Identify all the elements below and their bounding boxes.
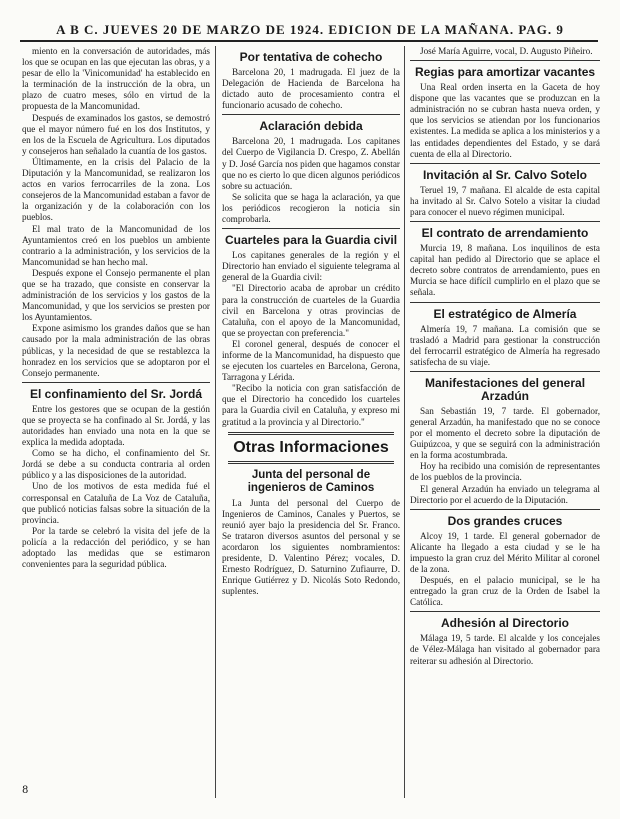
section-divider bbox=[222, 228, 400, 229]
heading-cuarteles: Cuarteles para la Guardia civil bbox=[224, 233, 398, 248]
paragraph: El mal trato de la Mancomunidad de los Ayuntamientos creó en los pueblos un ambiente contrario a la administración, y los servicios de la Mancomunidad se han hecho mal. bbox=[22, 223, 210, 267]
paragraph: Últimamente, en la crisis del Palacio de la Diputación y la Mancomunidad, se realizaron los actos en varios ferrocarriles de la zona. Los consejeros de la Mancomunidad estaban a favor de la organización y de la colaboración con los pueblos. bbox=[22, 156, 210, 223]
paragraph: El general Arzadún ha enviado un telegrama al Directorio por el acuerdo de la Diputación. bbox=[410, 483, 600, 505]
paragraph: El coronel general, después de conocer el informe de la Mancomunidad, ha dispuesto que se ejecuten los cuarteles en Barcelona, Gerona, Tarragona y Lérida. bbox=[222, 338, 400, 383]
heading-arzadun: Manifestaciones del general Arzadún bbox=[424, 375, 586, 403]
heading-junta: Junta del personal de ingenieros de Caminos bbox=[247, 468, 375, 494]
heading-contrato: El contrato de arrendamiento bbox=[421, 226, 589, 241]
section-divider bbox=[410, 302, 600, 303]
heading-cohecho: Por tentativa de cohecho bbox=[239, 50, 383, 64]
paragraph: Teruel 19, 7 mañana. El alcalde de esta capital ha invitado al Sr. Calvo Sotelo a visitar la ciudad para conocer el nuevo régimen municipal. bbox=[410, 184, 600, 217]
section-divider bbox=[410, 509, 600, 510]
paragraph: Entre los gestores que se ocupan de la gestión que se proyecta se ha confinado al Sr. Jordá, y las autoridades han enviado una nota en la que se explica la medida adoptada. bbox=[22, 403, 210, 448]
header-rule bbox=[20, 40, 598, 42]
column-3 bbox=[410, 46, 600, 801]
paragraph: Después expone el Consejo permanente el plan que se ha trazado, que consiste en conservar la administración de los servicios y los gastos de la Mancomunidad, y que los servicios se presten por los Ayuntamientos. bbox=[22, 267, 210, 323]
heading-almeria: El estratégico de Almería bbox=[433, 306, 577, 321]
paragraph: "Recibo la noticia con gran satisfacción de que el Directorio ha concedido los cuarteles para la Guardia civil en Cataluña, y expreso mi gratitud a la provincia y al Directorio." bbox=[222, 383, 400, 427]
paragraph: Una Real orden inserta en la Gaceta de hoy dispone que las vacantes que se produzcan en la administración no se cubran hasta nueva orden, y que los servicios se atiendan por los funcionarios existentes. La medida se aplica a los ministerios y a las entidades dependientes del Estado, y se dará cuenta de ella al Directorio. bbox=[410, 82, 600, 159]
heading-cruces: Dos grandes cruces bbox=[447, 513, 563, 528]
paragraph: Málaga 19, 5 tarde. El alcalde y los concejales de Vélez-Málaga han visitado al gobernador para reiterar su adhesión al Directorio. bbox=[410, 633, 600, 666]
paragraph: Almería 19, 7 mañana. La comisión que se trasladó a Madrid para gestionar la construcción del ferrocarril estratégico de Almería ha regresado satisfecha de su viaje. bbox=[410, 323, 600, 367]
section-divider bbox=[410, 60, 600, 61]
paragraph: La Junta del personal del Cuerpo de Ingenieros de Caminos, Canales y Puertos, se reunió ayer bajo la presidencia del Sr. Franco. Se trataron diversos asuntos del personal y se acordaron los siguientes nombramientos: presidente, D. Valentino Pérez; vocales, D. Ernesto Rodríguez, D. Saturnino Zufiaurre, D. Enrique Gutiérrez y D. Nicolás Soto Redondo, suplentes. bbox=[222, 497, 400, 597]
section-divider bbox=[222, 114, 400, 115]
paragraph: Después, en el palacio municipal, se le ha entregado la gran cruz de la Orden de Isabel la Católica. bbox=[410, 575, 600, 608]
footer-mark: 8 bbox=[22, 785, 29, 796]
heading-adhesion: Adhesión al Directorio bbox=[440, 616, 570, 631]
paragraph: miento en la conversación de autoridades, más los que se ocupan en las que ejecutan las obras, y a pesar de ello la 'Vinicomunidad' ha establecido en la terminación de la instrucción de la obra, un plazo de cuatro meses, sólo en virtud de la propuesta de la Mancomunidad. bbox=[22, 46, 210, 112]
column-2 bbox=[222, 46, 400, 801]
section-title-otras-informaciones: Otras Informaciones bbox=[233, 438, 389, 456]
paragraph: Alcoy 19, 1 tarde. El general gobernador de Alicante ha llegado a esta ciudad y se le ha impuesto la gran cruz del Mérito Militar al coronel de la zona. bbox=[410, 530, 600, 574]
column-rule bbox=[404, 46, 405, 798]
paragraph: José María Aguirre, vocal, D. Augusto Piñeiro. bbox=[420, 46, 593, 56]
section-divider bbox=[228, 432, 394, 435]
paragraph: Hoy ha recibido una comisión de representantes de los pueblos de la provincia. bbox=[410, 461, 600, 483]
section-divider bbox=[410, 371, 600, 372]
heading-aclaracion: Aclaración debida bbox=[259, 119, 363, 134]
section-divider bbox=[410, 221, 600, 222]
section-divider bbox=[22, 382, 210, 383]
column-1 bbox=[22, 46, 210, 801]
section-divider bbox=[410, 163, 600, 164]
heading-regias: Regias para amortizar vacantes bbox=[414, 65, 596, 80]
paragraph: Como se ha dicho, el confinamiento del Sr. Jordá se debe a su conducta contraria al orden público y a las disposiciones de la autoridad. bbox=[22, 448, 210, 481]
paragraph: Uno de los motivos de esta medida fué el corresponsal en Cataluña de La Voz de Cataluña, que publicó noticias falsas sobre la situación de la provincia. bbox=[22, 481, 210, 525]
paragraph: San Sebastián 19, 7 tarde. El gobernador, general Arzadún, ha manifestado que no se conoce por el momento el decreto sobre la diputación de Guipúzcoa, y que se seguirá con la administración en la forma acostumbrada. bbox=[410, 405, 600, 461]
paragraph: Después de examinados los gastos, se demostró que el mayor número fué en los dos Institutos, y en los de la Escuela de Agricultura. Los diputados y consejeros han señalado la cuantía de los gastos. bbox=[22, 112, 210, 156]
paragraph: Por la tarde se celebró la visita del jefe de la policía a la redacción del periódico, y se han adoptado las medidas que se estimaron convenientes para la seguridad pública. bbox=[22, 525, 210, 570]
heading-sotelo: Invitación al Sr. Calvo Sotelo bbox=[422, 167, 588, 182]
paragraph: Expone asimismo los grandes daños que se han causado por la mala administración de las obras públicas, y la necesidad de que se restablezca la honradez en los servicios que se adoptaron por el Consejo permanente. bbox=[22, 323, 210, 378]
paragraph: Murcia 19, 8 mañana. Los inquilinos de esta capital han pedido al Directorio que se aplace el decreto sobre contratos de arrendamiento, pues en Murcia se hace difícil cumplirlo en el plazo que se señala. bbox=[410, 243, 600, 298]
paragraph: Se solicita que se haga la aclaración, ya que los periódicos recogieron la noticia sin comprobarla. bbox=[222, 191, 400, 225]
page-header: A B C. JUEVES 20 DE MARZO DE 1924. EDICION DE LA MAÑANA. PAG. 9 bbox=[56, 22, 564, 37]
paragraph: Los capitanes generales de la región y el Directorio han enviado el siguiente telegrama al general de la Guardia civil: bbox=[222, 250, 400, 283]
paragraph: Barcelona 20, 1 madrugada. Los capitanes del Cuerpo de Vigilancia D. Crespo, Z. Abellán y D. José García nos piden que hagamos constar que no es cierto lo que dicen algunos periódicos sobre su actuación. bbox=[222, 136, 400, 191]
heading-jorda: El confinamiento del Sr. Jordá bbox=[29, 386, 203, 401]
paragraph: "El Directorio acaba de aprobar un crédito para la construcción de cuarteles de la Guardia civil en Barcelona y otras provincias de Cataluña, con el apoyo de la Mancomunidad, que se proyectan con preferencia." bbox=[222, 283, 400, 338]
column-rule bbox=[215, 46, 216, 798]
paragraph: Barcelona 20, 1 madrugada. El juez de la Delegación de Hacienda de Barcelona ha dictado auto de procesamiento contra el funcionario acusado de cohecho. bbox=[222, 67, 400, 111]
section-divider bbox=[228, 461, 394, 464]
section-divider bbox=[410, 611, 600, 612]
